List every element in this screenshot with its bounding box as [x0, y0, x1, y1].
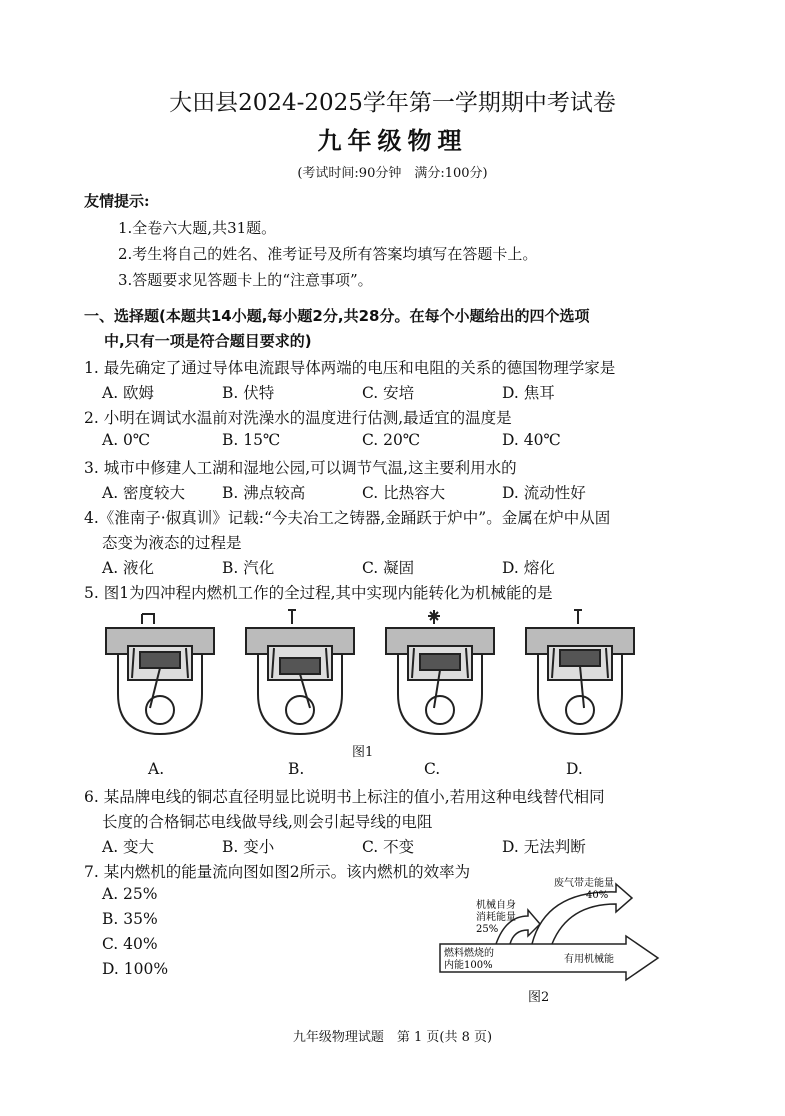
question-2: 2. 小明在调试水温前对洗澡水的温度进行估测,最适宜的温度是	[84, 409, 512, 427]
option-d: D. 焦耳	[502, 384, 555, 402]
option-b: B.	[288, 760, 305, 778]
option-c: C.	[424, 760, 441, 778]
option-c: C. 安培	[362, 384, 415, 402]
option-c: C. 20℃	[362, 431, 421, 449]
option-c: C. 40%	[102, 935, 158, 953]
section-heading-cont: 中,只有一项是符合题目要求的)	[104, 332, 312, 350]
engine-diagram-a	[98, 606, 222, 738]
fuel-label-1: 燃料燃烧的	[444, 948, 494, 959]
option-a: A. 0℃	[102, 431, 151, 449]
tip-item: 3.答题要求见答题卡上的“注意事项”。	[118, 271, 373, 289]
mech-loss-label-1: 机械自身	[476, 900, 516, 911]
question-6: 6. 某品牌电线的铜芯直径明显比说明书上标注的值小,若用这种电线替代相同	[84, 788, 605, 806]
tips-heading: 友情提示:	[84, 192, 150, 210]
option-a: A. 密度较大	[102, 484, 186, 502]
exam-title: 大田县2024-2025学年第一学期期中考试卷	[169, 90, 616, 116]
fuel-label-2: 内能100%	[444, 960, 493, 971]
option-a: A. 变大	[102, 838, 155, 856]
figure-2-caption: 图2	[528, 990, 550, 1005]
option-d: D. 无法判断	[502, 838, 586, 856]
option-c: C. 凝固	[362, 559, 415, 577]
option-d: D. 熔化	[502, 559, 555, 577]
tip-item: 2.考生将自己的姓名、准考证号及所有答案均填写在答题卡上。	[118, 245, 538, 263]
option-a: A. 25%	[102, 885, 158, 903]
question-4: 4.《淮南子·俶真训》记载:“今夫冶工之铸器,金踊跃于炉中”。金属在炉中从固	[84, 509, 611, 527]
engine-diagram-d	[518, 606, 642, 738]
useful-label: 有用机械能	[564, 954, 614, 965]
option-d: D. 100%	[102, 960, 169, 978]
option-b: B. 变小	[222, 838, 275, 856]
option-a: A. 欧姆	[102, 384, 155, 402]
option-b: B. 伏特	[222, 384, 275, 402]
tip-item: 1.全卷六大题,共31题。	[118, 219, 277, 237]
exam-subject: 九年级物理	[317, 126, 468, 155]
section-heading: 一、选择题(本题共14小题,每小题2分,共28分。在每个小题给出的四个选项	[84, 307, 590, 325]
question-5: 5. 图1为四冲程内燃机工作的全过程,其中实现内能转化为机械能的是	[84, 584, 553, 602]
option-b: B. 35%	[102, 910, 158, 928]
exam-info: (考试时间:90分钟 满分:100分)	[297, 166, 488, 181]
option-d: D. 40℃	[502, 431, 561, 449]
question-4-cont: 态变为液态的过程是	[102, 534, 242, 552]
exhaust-pct: 40%	[586, 890, 609, 901]
option-a: A.	[148, 760, 165, 778]
option-b: B. 沸点较高	[222, 484, 306, 502]
option-c: C. 不变	[362, 838, 415, 856]
option-c: C. 比热容大	[362, 484, 446, 502]
mech-loss-pct: 25%	[476, 924, 499, 935]
option-b: B. 汽化	[222, 559, 275, 577]
exhaust-label: 废气带走能量	[554, 878, 614, 889]
question-3: 3. 城市中修建人工湖和湿地公园,可以调节气温,这主要利用水的	[84, 459, 517, 477]
question-6-cont: 长度的合格铜芯电线做导线,则会引起导线的电阻	[102, 813, 433, 831]
engine-diagram-b	[238, 606, 362, 738]
option-b: B. 15℃	[222, 431, 281, 449]
mech-loss-label-2: 消耗能量	[476, 912, 516, 923]
option-a: A. 液化	[102, 559, 155, 577]
energy-flow-diagram	[436, 876, 666, 986]
question-1: 1. 最先确定了通过导体电流跟导体两端的电压和电阻的关系的德国物理学家是	[84, 359, 616, 377]
figure-1-caption: 图1	[352, 745, 374, 760]
option-d: D. 流动性好	[502, 484, 586, 502]
option-d: D.	[566, 760, 583, 778]
question-7: 7. 某内燃机的能量流向图如图2所示。该内燃机的效率为	[84, 863, 471, 881]
engine-diagram-c	[378, 606, 502, 738]
page-footer: 九年级物理试题 第 1 页(共 8 页)	[292, 1030, 493, 1045]
